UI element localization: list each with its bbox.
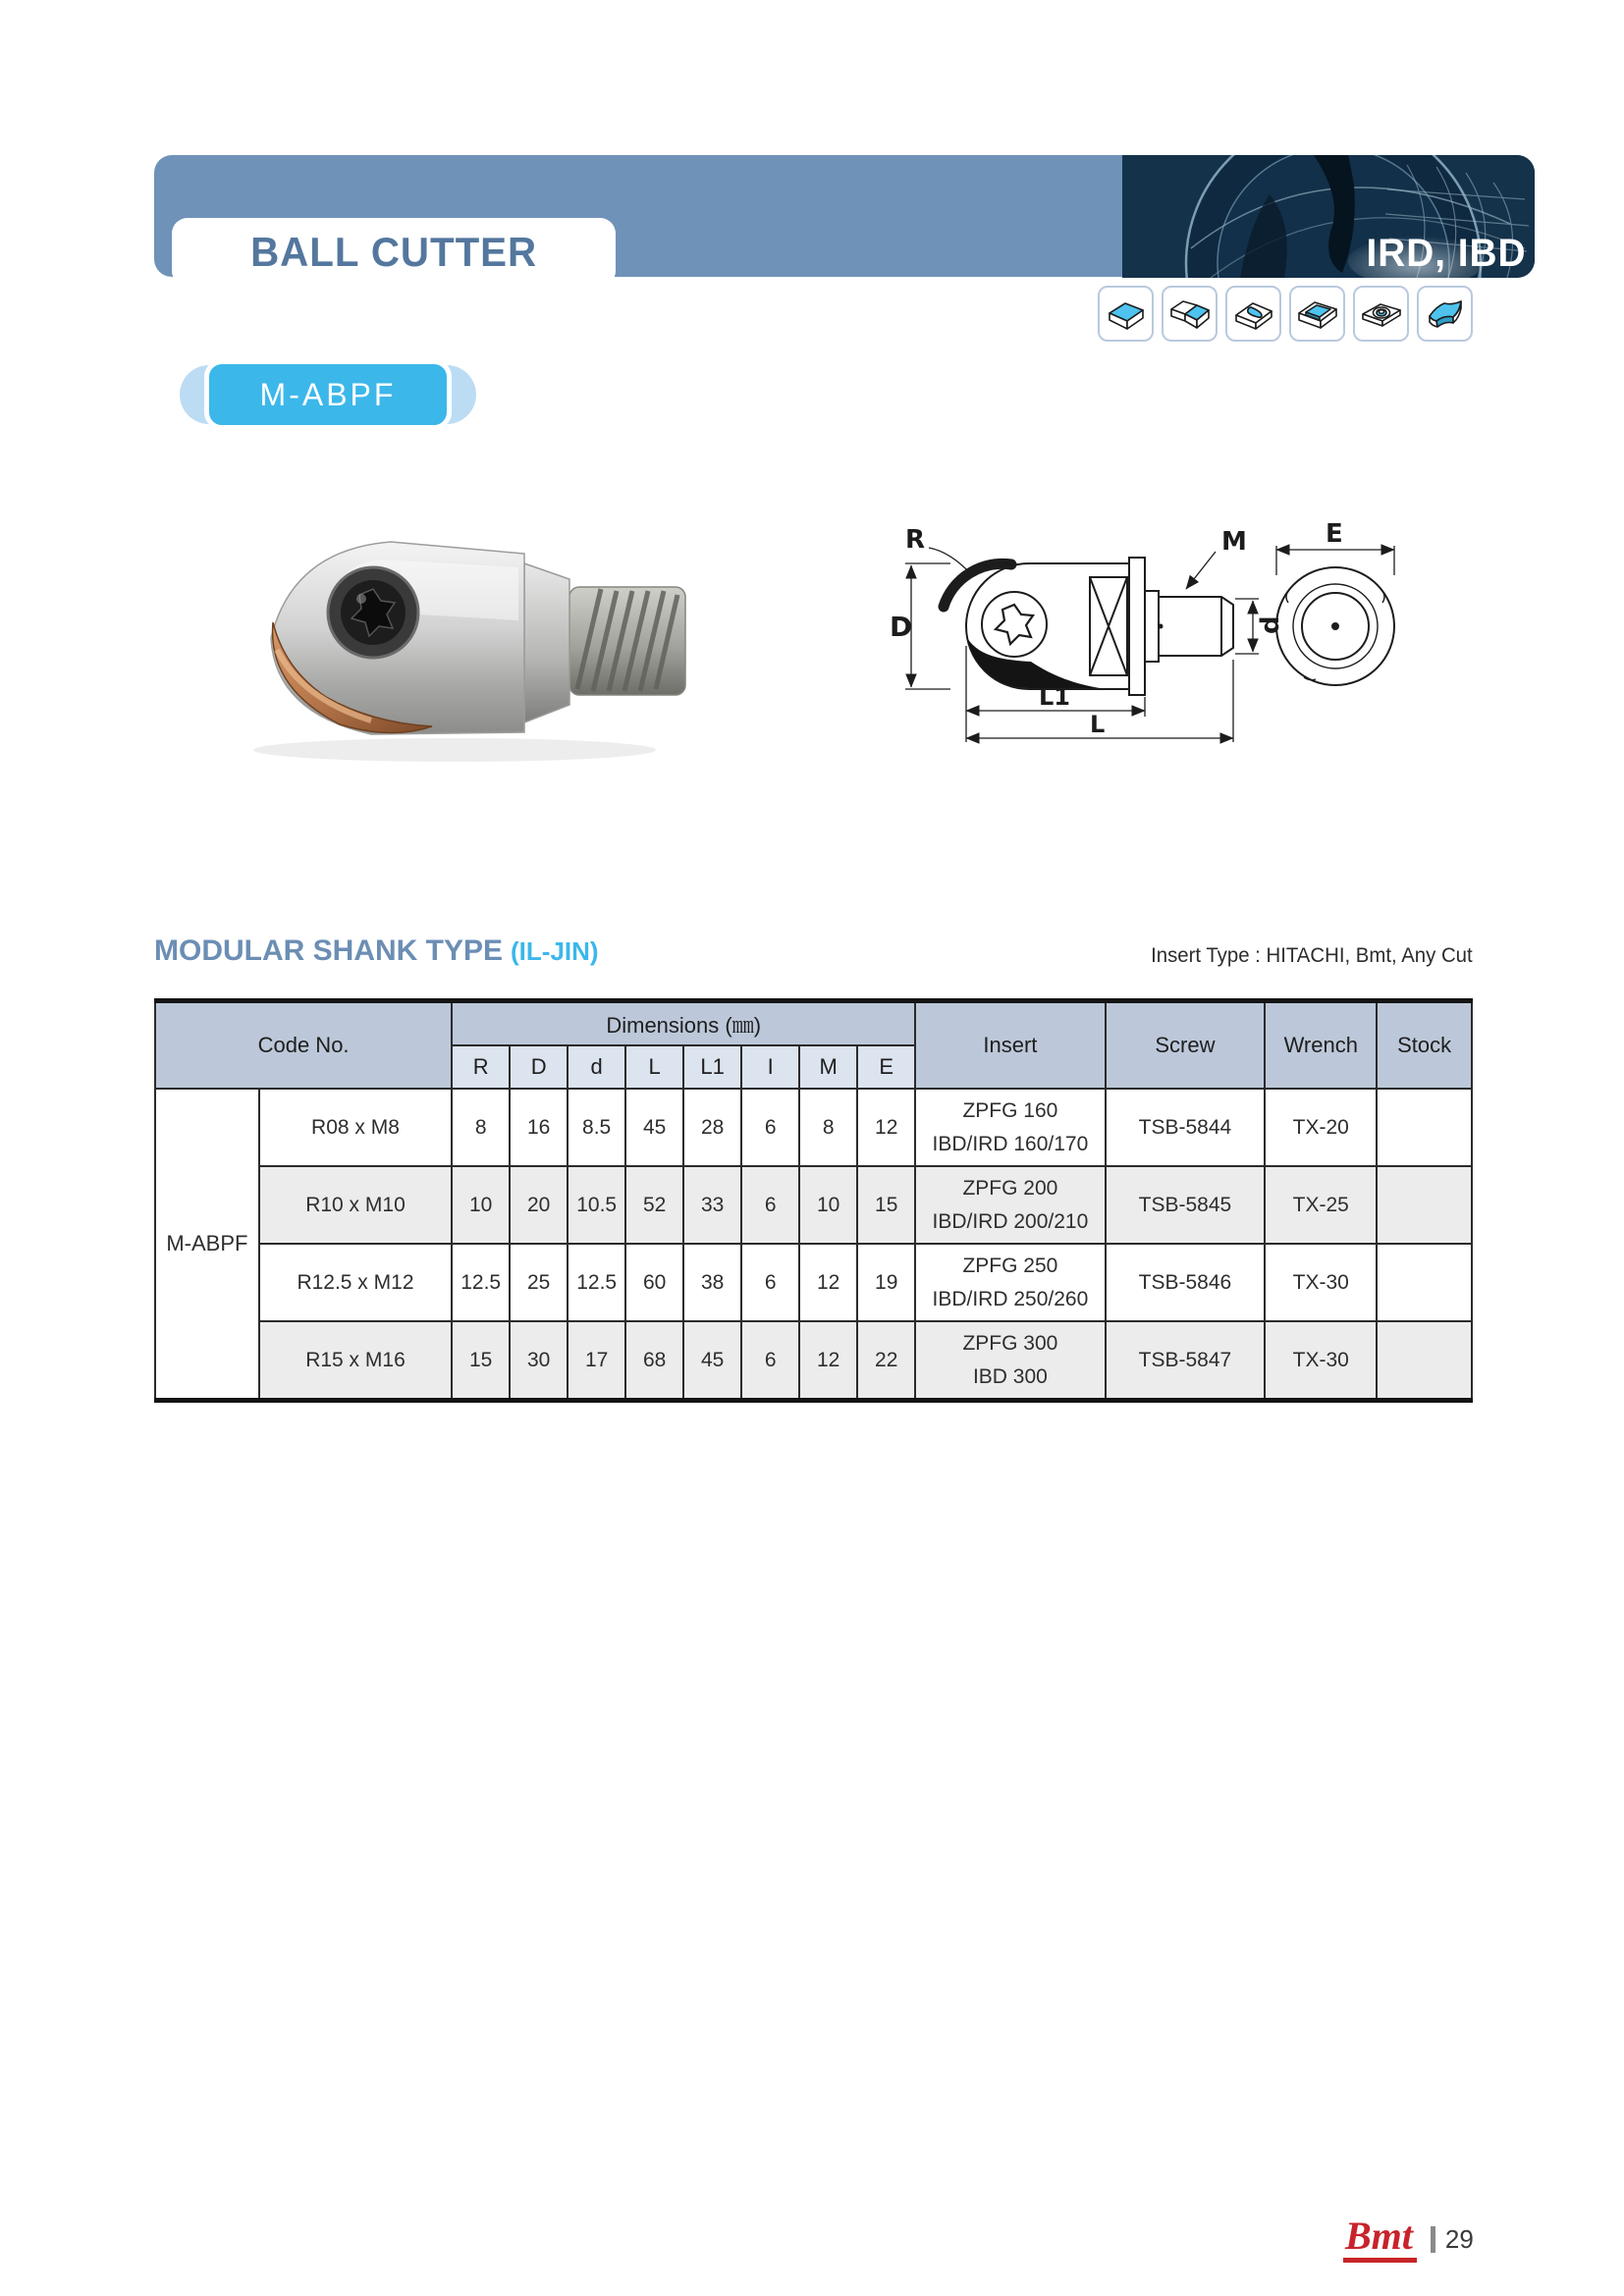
col-header-screw: Screw [1106, 1001, 1266, 1090]
wrench-cell: TX-30 [1265, 1244, 1377, 1321]
col-header-wrench: Wrench [1265, 1001, 1377, 1090]
insert-cell [915, 1166, 1105, 1244]
col-header-I: I [741, 1045, 799, 1089]
dim-cell: 22 [857, 1321, 915, 1401]
dim-cell: 10 [452, 1166, 510, 1244]
dim-cell: 8 [452, 1089, 510, 1166]
col-header-L: L [625, 1045, 683, 1089]
screw-cell: TSB-5845 [1106, 1166, 1266, 1244]
section-title-text: MODULAR SHANK TYPE [154, 934, 504, 967]
insert-type-note: Insert Type : HITACHI, Bmt, Any Cut [1151, 944, 1473, 967]
dim-cell: 68 [625, 1321, 683, 1401]
screw-cell: TSB-5847 [1106, 1321, 1266, 1401]
dim-cell: 12.5 [568, 1244, 625, 1321]
dim-label-d: d [1256, 615, 1285, 634]
dim-cell: 6 [741, 1244, 799, 1321]
screw-cell: TSB-5844 [1106, 1089, 1266, 1166]
stock-cell [1377, 1321, 1472, 1401]
model-badge [180, 365, 476, 424]
dim-cell: 30 [510, 1321, 568, 1401]
dim-cell: 12 [799, 1321, 857, 1401]
dim-cell: 17 [568, 1321, 625, 1401]
dim-cell: 60 [625, 1244, 683, 1321]
dim-cell: 25 [510, 1244, 568, 1321]
col-header-D: D [510, 1045, 568, 1089]
dim-cell: 16 [510, 1089, 568, 1166]
dim-label-r: R [905, 525, 926, 555]
section-title [154, 934, 599, 967]
col-header-L1: L1 [683, 1045, 741, 1089]
slot-pocket-icon [1289, 286, 1345, 342]
dimension-drawing [882, 518, 1441, 754]
dim-cell: 20 [510, 1166, 568, 1244]
series-label: IRD, IBD [1366, 232, 1527, 275]
col-header-stock: Stock [1377, 1001, 1472, 1090]
dim-cell: 12 [799, 1244, 857, 1321]
dim-cell: 8 [799, 1089, 857, 1166]
code-cell: R12.5 x M12 [259, 1244, 452, 1321]
dim-cell: 12 [857, 1089, 915, 1166]
col-header-d: d [568, 1045, 625, 1089]
dim-label-D: D [890, 611, 913, 643]
dim-cell: 15 [452, 1321, 510, 1401]
model-badge-inner [204, 359, 452, 430]
insert-line2: IBD/IRD 160/170 [932, 1132, 1089, 1155]
dim-cell: 52 [625, 1166, 683, 1244]
page-footer [1343, 2216, 1474, 2263]
table-row [155, 1244, 1472, 1321]
dim-cell: 19 [857, 1244, 915, 1321]
insert-line1: ZPFG 200 [962, 1176, 1058, 1200]
page-number: 29 [1444, 2224, 1474, 2254]
col-header-code-no: Code No. [155, 1001, 452, 1090]
insert-cell [915, 1089, 1105, 1166]
dim-cell: 28 [683, 1089, 741, 1166]
dim-label-m: M [1221, 527, 1247, 557]
wrench-cell: TX-30 [1265, 1321, 1377, 1401]
col-header-E: E [857, 1045, 915, 1089]
col-header-dimensions: Dimensions (㎜) [452, 1001, 915, 1046]
dim-label-l1: L1 [1039, 683, 1070, 711]
application-icons [1098, 286, 1473, 342]
insert-line2: IBD 300 [972, 1364, 1048, 1388]
dim-cell: 33 [683, 1166, 741, 1244]
bmt-logo: Bmt [1343, 2216, 1417, 2263]
insert-cell [915, 1244, 1105, 1321]
dim-cell: 12.5 [452, 1244, 510, 1321]
dim-cell: 45 [625, 1089, 683, 1166]
page-banner [154, 155, 1535, 277]
table-row [155, 1166, 1472, 1244]
code-cell: R15 x M16 [259, 1321, 452, 1401]
col-header-insert: Insert [915, 1001, 1105, 1090]
col-header-M: M [799, 1045, 857, 1089]
insert-line1: ZPFG 250 [962, 1254, 1058, 1277]
technical-drawing [882, 518, 1441, 759]
wrench-cell: TX-20 [1265, 1089, 1377, 1166]
dim-cell: 45 [683, 1321, 741, 1401]
wrench-cell: TX-25 [1265, 1166, 1377, 1244]
insert-line2: IBD/IRD 250/260 [932, 1287, 1089, 1310]
globe-photo [1122, 155, 1535, 278]
group-code-cell: M-ABPF [155, 1089, 259, 1401]
code-cell: R10 x M10 [259, 1166, 452, 1244]
table-row [155, 1089, 1472, 1166]
insert-line1: ZPFG 160 [962, 1098, 1058, 1122]
face-milling-icon [1098, 286, 1154, 342]
dim-cell: 8.5 [568, 1089, 625, 1166]
ball-cutter-photo [224, 503, 695, 766]
product-photo [224, 503, 695, 771]
dim-cell: 10.5 [568, 1166, 625, 1244]
dim-cell: 38 [683, 1244, 741, 1321]
insert-line2: IBD/IRD 200/210 [932, 1209, 1089, 1233]
section-head [154, 934, 1473, 968]
table-row [155, 1321, 1472, 1401]
col-header-R: R [452, 1045, 510, 1089]
page-title-box [172, 218, 616, 287]
dim-cell: 6 [741, 1166, 799, 1244]
model-badge-label: M-ABPF [259, 376, 397, 412]
section-subtitle: (IL-JIN) [511, 936, 599, 966]
ramping-icon [1225, 286, 1281, 342]
shoulder-milling-icon [1162, 286, 1218, 342]
dim-label-e: E [1326, 519, 1343, 549]
helical-drilling-icon [1353, 286, 1409, 342]
code-cell: R08 x M8 [259, 1089, 452, 1166]
spec-table [154, 998, 1473, 1403]
stock-cell [1377, 1244, 1472, 1321]
insert-cell [915, 1321, 1105, 1401]
stock-cell [1377, 1089, 1472, 1166]
insert-line1: ZPFG 300 [962, 1331, 1058, 1355]
dim-cell: 6 [741, 1321, 799, 1401]
dim-cell: 15 [857, 1166, 915, 1244]
dim-cell: 6 [741, 1089, 799, 1166]
dim-cell: 10 [799, 1166, 857, 1244]
stock-cell [1377, 1166, 1472, 1244]
screw-cell: TSB-5846 [1106, 1244, 1266, 1321]
footer-divider [1431, 2226, 1435, 2253]
dim-label-l: L [1090, 711, 1106, 738]
profiling-icon [1417, 286, 1473, 342]
page-title: BALL CUTTER [249, 229, 538, 275]
